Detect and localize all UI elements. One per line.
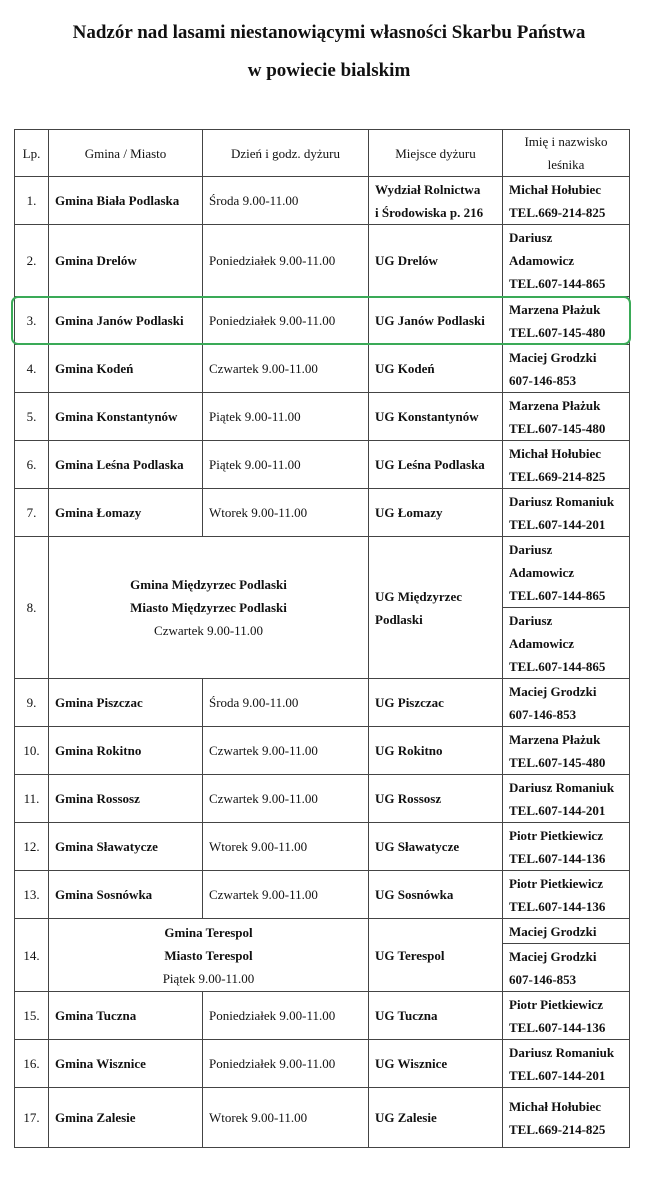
cell-lp [15,537,49,679]
cell-miejsce-line: UG Drelów [375,253,438,268]
table-row [15,992,630,1040]
cell-lesnik-line: Maciej Grodzki [509,349,597,365]
cell-lesnik-line: TEL.607-144-136 [509,898,606,914]
cell-lesnik-line: TEL.607-144-201 [509,516,606,532]
cell-miejsce [369,871,503,919]
cell-miejsce-line: UG Terespol [375,947,445,963]
table-row [15,441,630,489]
document-subtitle: w powiecie bialskim [247,60,411,81]
cell-lesnik-line: Maciej Grodzki [509,923,597,939]
cell-lesnik-line: Maciej Grodzki [509,683,597,699]
cell-gmina-line: Gmina Łomazy [55,505,142,520]
cell-gmina [49,177,203,225]
cell-miejsce-line: UG Międzyrzec [375,588,462,604]
cell-gmina [49,441,203,489]
cell-lp-line: 13. [23,887,40,902]
cell-dzien-line: Czwartek 9.00-11.00 [209,743,318,758]
table-row [15,225,630,297]
cell-miejsce [369,537,503,679]
cell-gmina [49,775,203,823]
cell-lp [15,1088,49,1148]
duty-schedule-table [14,129,630,1148]
cell-miejsce [369,1040,503,1088]
cell-miejsce-line: UG Piszczac [375,695,444,710]
cell-gmina-line: Gmina Zalesie [55,1110,136,1125]
cell-lp-line: 15. [23,1008,40,1023]
cell-lesnik-line: Marzena Płażuk [509,731,601,747]
cell-lesnik-line: Piotr Pietkiewicz [509,827,603,843]
cell-miejsce-line: UG Sławatycze [375,839,460,854]
document-title: Nadzór nad lasami niestanowiącymi własności Skarbu Państwa [72,22,586,43]
cell-miejsce-line: UG Łomazy [375,505,443,520]
cell-dzien-line: Piątek 9.00-11.00 [209,409,301,424]
cell-lp [15,823,49,871]
cell-gmina [49,1040,203,1088]
cell-dzien-line: Poniedziałek 9.00-11.00 [209,1008,336,1023]
cell-gmina-line: Gmina Leśna Podlaska [55,457,184,472]
cell-lesnik-line: TEL.669-214-825 [509,1121,606,1137]
cell-lesnik-line: Michał Hołubiec [509,445,602,461]
cell-lesnik [503,992,630,1040]
cell-lp [15,489,49,537]
table-row [15,345,630,393]
cell-lp-line: 3. [26,313,37,328]
cell-lp-line: 4. [26,361,37,376]
cell-lesnik-line: Piotr Pietkiewicz [509,875,603,891]
cell-miejsce [369,441,503,489]
cell-gmina [49,992,203,1040]
cell-gmina [49,297,203,345]
merged-line: Miasto Terespol [164,947,253,963]
cell-dzien-line: Czwartek 9.00-11.00 [209,887,318,902]
cell-gmina-line: Gmina Piszczac [55,695,143,710]
cell-miejsce-line: UG Rossosz [375,791,442,806]
cell-lesnik-line: TEL.669-214-825 [509,468,606,484]
cell-dzien [203,871,369,919]
cell-gmina-line: Gmina Janów Podlaski [55,313,184,328]
cell-gmina [49,489,203,537]
cell-gmina [49,345,203,393]
cell-lesnik-line: Marzena Płażuk [509,301,601,317]
cell-gmina-merged [49,537,369,679]
cell-lp-line: 7. [26,505,37,520]
cell-lesnik [503,871,630,919]
cell-lesnik [503,393,630,441]
cell-dzien-line: Wtorek 9.00-11.00 [209,839,308,854]
cell-miejsce [369,775,503,823]
header-miejsce: Miejsce dyżuru [369,130,503,177]
cell-gmina [49,871,203,919]
cell-lesnik [503,1088,630,1148]
cell-dzien-line: Poniedziałek 9.00-11.00 [209,1056,336,1071]
cell-miejsce-line: UG Rokitno [375,743,443,758]
cell-lesnik [503,441,630,489]
cell-lp [15,177,49,225]
header-dzien: Dzień i godz. dyżuru [203,130,369,177]
cell-miejsce [369,727,503,775]
cell-miejsce-line: UG Sosnówka [375,887,454,902]
header-lp: Lp. [15,130,49,177]
cell-miejsce [369,823,503,871]
cell-lesnik [503,775,630,823]
cell-lp [15,871,49,919]
cell-miejsce-line: i Środowiska p. 216 [375,204,484,220]
cell-lp [15,992,49,1040]
cell-dzien [203,1040,369,1088]
cell-dzien [203,225,369,297]
cell-miejsce-line: Wydział Rolnictwa [375,181,481,197]
cell-miejsce-line: UG Kodeń [375,361,435,376]
cell-lesnik-line: TEL.607-144-865 [509,587,606,603]
cell-dzien-line: Poniedziałek 9.00-11.00 [209,253,336,268]
table-row [15,1088,630,1148]
cell-dzien [203,345,369,393]
cell-lesnik-line: TEL.607-144-136 [509,1019,606,1035]
table-row [15,727,630,775]
cell-lesnik-line: Dariusz [509,230,553,245]
merged-line: Gmina Terespol [164,924,253,940]
cell-lesnik-line: TEL.607-144-865 [509,276,606,291]
cell-gmina [49,1088,203,1148]
table-row [15,1040,630,1088]
cell-lesnik [503,679,630,727]
cell-lesnik-line: Dariusz Romaniuk [509,1044,615,1060]
cell-miejsce-line: UG Tuczna [375,1008,438,1023]
cell-lesnik [503,489,630,537]
cell-lesnik [503,608,630,679]
cell-gmina-line: Gmina Konstantynów [55,409,178,424]
cell-lp [15,393,49,441]
cell-miejsce [369,225,503,297]
cell-miejsce-line: Podlaski [375,611,423,627]
cell-miejsce-line: UG Leśna Podlaska [375,457,485,472]
cell-lesnik-line: TEL.607-144-136 [509,850,606,866]
table-row [15,871,630,919]
cell-lp-line: 8. [26,600,37,615]
cell-gmina-line: Gmina Kodeń [55,361,134,376]
cell-lesnik-line: 607-146-853 [509,706,577,722]
cell-lesnik [503,345,630,393]
cell-miejsce [369,177,503,225]
cell-lesnik-line: Dariusz Romaniuk [509,493,615,509]
merged-line: Miasto Międzyrzec Podlaski [130,600,287,615]
cell-lesnik-line: Adamowicz [509,564,574,580]
header-gmina: Gmina / Miasto [49,130,203,177]
cell-gmina-merged [49,919,369,992]
cell-miejsce-line: UG Janów Podlaski [375,313,485,328]
cell-lp [15,441,49,489]
cell-lesnik [503,944,630,992]
cell-miejsce [369,345,503,393]
cell-lp-line: 1. [26,193,37,208]
merged-line: Piątek 9.00-11.00 [162,970,255,986]
cell-gmina-line: Gmina Rossosz [55,791,140,806]
cell-miejsce [369,489,503,537]
cell-gmina-line: Gmina Tuczna [55,1008,137,1023]
cell-lesnik-line: TEL.669-214-825 [509,204,606,220]
cell-lp-line: 10. [23,743,40,758]
cell-lesnik [503,1040,630,1088]
cell-lesnik-line: Marzena Płażuk [509,397,601,413]
header-lesnik-line1: Imię i nazwisko [524,134,608,149]
table-row [15,393,630,441]
cell-lesnik-line: Dariusz [509,612,553,628]
cell-lp [15,775,49,823]
cell-miejsce [369,679,503,727]
cell-gmina-line: Gmina Rokitno [55,743,142,758]
header-lesnik [503,130,630,177]
cell-lesnik-line: Dariusz [509,541,553,557]
cell-dzien [203,393,369,441]
cell-dzien [203,489,369,537]
cell-dzien-line: Piątek 9.00-11.00 [209,457,301,472]
cell-dzien-line: Czwartek 9.00-11.00 [209,791,318,806]
cell-lp-line: 5. [26,409,37,424]
header-lesnik-line2: leśnika [547,157,585,172]
table-row [15,919,630,944]
cell-gmina [49,393,203,441]
cell-gmina [49,225,203,297]
cell-dzien-line: Wtorek 9.00-11.00 [209,505,308,520]
merged-line: Gmina Międzyrzec Podlaski [130,577,287,592]
cell-lp [15,225,49,297]
cell-lp [15,345,49,393]
cell-lp-line: 16. [23,1056,40,1071]
cell-lp-line: 6. [26,457,37,472]
cell-lesnik [503,225,630,297]
cell-lesnik [503,297,630,345]
cell-lesnik-line: Piotr Pietkiewicz [509,996,603,1012]
cell-dzien [203,679,369,727]
cell-lp-line: 2. [26,253,37,268]
cell-lesnik-line: Dariusz Romaniuk [509,779,615,795]
cell-lesnik-line: Adamowicz [509,253,574,268]
cell-lp [15,679,49,727]
cell-miejsce [369,393,503,441]
cell-lesnik-line: Adamowicz [509,635,574,651]
cell-miejsce [369,992,503,1040]
cell-dzien-line: Czwartek 9.00-11.00 [209,361,318,376]
cell-lesnik-line: TEL.607-144-201 [509,1067,606,1083]
cell-miejsce [369,1088,503,1148]
cell-lesnik [503,919,630,944]
cell-lp-line: 17. [23,1110,40,1125]
table-row [15,679,630,727]
cell-lesnik-line: TEL.607-145-480 [509,754,606,770]
cell-lp-line: 11. [23,791,40,806]
cell-gmina-line: Gmina Sosnówka [55,887,153,902]
cell-lesnik [503,537,630,608]
cell-miejsce-line: UG Zalesie [375,1110,437,1125]
cell-dzien-line: Środa 9.00-11.00 [209,193,299,208]
cell-dzien [203,823,369,871]
cell-lesnik-line: TEL.607-145-480 [509,324,606,340]
cell-gmina-line: Gmina Drelów [55,253,137,268]
table-row [15,177,630,225]
cell-lp-line: 12. [23,839,40,854]
cell-lesnik-line: TEL.607-144-865 [509,658,606,674]
cell-lp [15,727,49,775]
cell-gmina [49,823,203,871]
cell-lp-line: 14. [23,947,40,963]
cell-dzien [203,1088,369,1148]
cell-lesnik-line: Maciej Grodzki [509,948,597,964]
table-row [15,775,630,823]
cell-lesnik [503,823,630,871]
table-row [15,823,630,871]
cell-miejsce [369,919,503,992]
table-row [15,489,630,537]
table-row [15,297,630,345]
cell-lesnik [503,177,630,225]
cell-lp [15,1040,49,1088]
cell-lp-line: 9. [26,695,37,710]
table-row [15,537,630,608]
cell-lesnik-line: Michał Hołubiec [509,181,602,197]
cell-gmina [49,727,203,775]
cell-dzien-line: Środa 9.00-11.00 [209,695,299,710]
cell-lesnik-line: TEL.607-144-201 [509,802,606,818]
cell-lesnik-line: 607-146-853 [509,971,577,987]
cell-dzien-line: Wtorek 9.00-11.00 [209,1110,308,1125]
cell-lesnik-line: TEL.607-145-480 [509,420,606,436]
cell-lesnik-line: Michał Hołubiec [509,1098,602,1114]
cell-gmina-line: Gmina Sławatycze [55,839,158,854]
cell-miejsce-line: UG Wisznice [375,1056,448,1071]
table-header-row [15,130,630,177]
cell-gmina-line: Gmina Wisznice [55,1056,146,1071]
cell-dzien [203,297,369,345]
cell-dzien [203,727,369,775]
cell-dzien [203,177,369,225]
cell-gmina [49,679,203,727]
cell-lesnik [503,727,630,775]
merged-line: Czwartek 9.00-11.00 [154,623,263,638]
cell-dzien [203,775,369,823]
cell-lesnik-line: 607-146-853 [509,372,577,388]
cell-lp [15,297,49,345]
cell-miejsce [369,297,503,345]
cell-dzien [203,992,369,1040]
cell-lp [15,919,49,992]
cell-dzien-line: Poniedziałek 9.00-11.00 [209,313,336,328]
cell-gmina-line: Gmina Biała Podlaska [55,193,180,208]
cell-miejsce-line: UG Konstantynów [375,409,479,424]
cell-dzien [203,441,369,489]
